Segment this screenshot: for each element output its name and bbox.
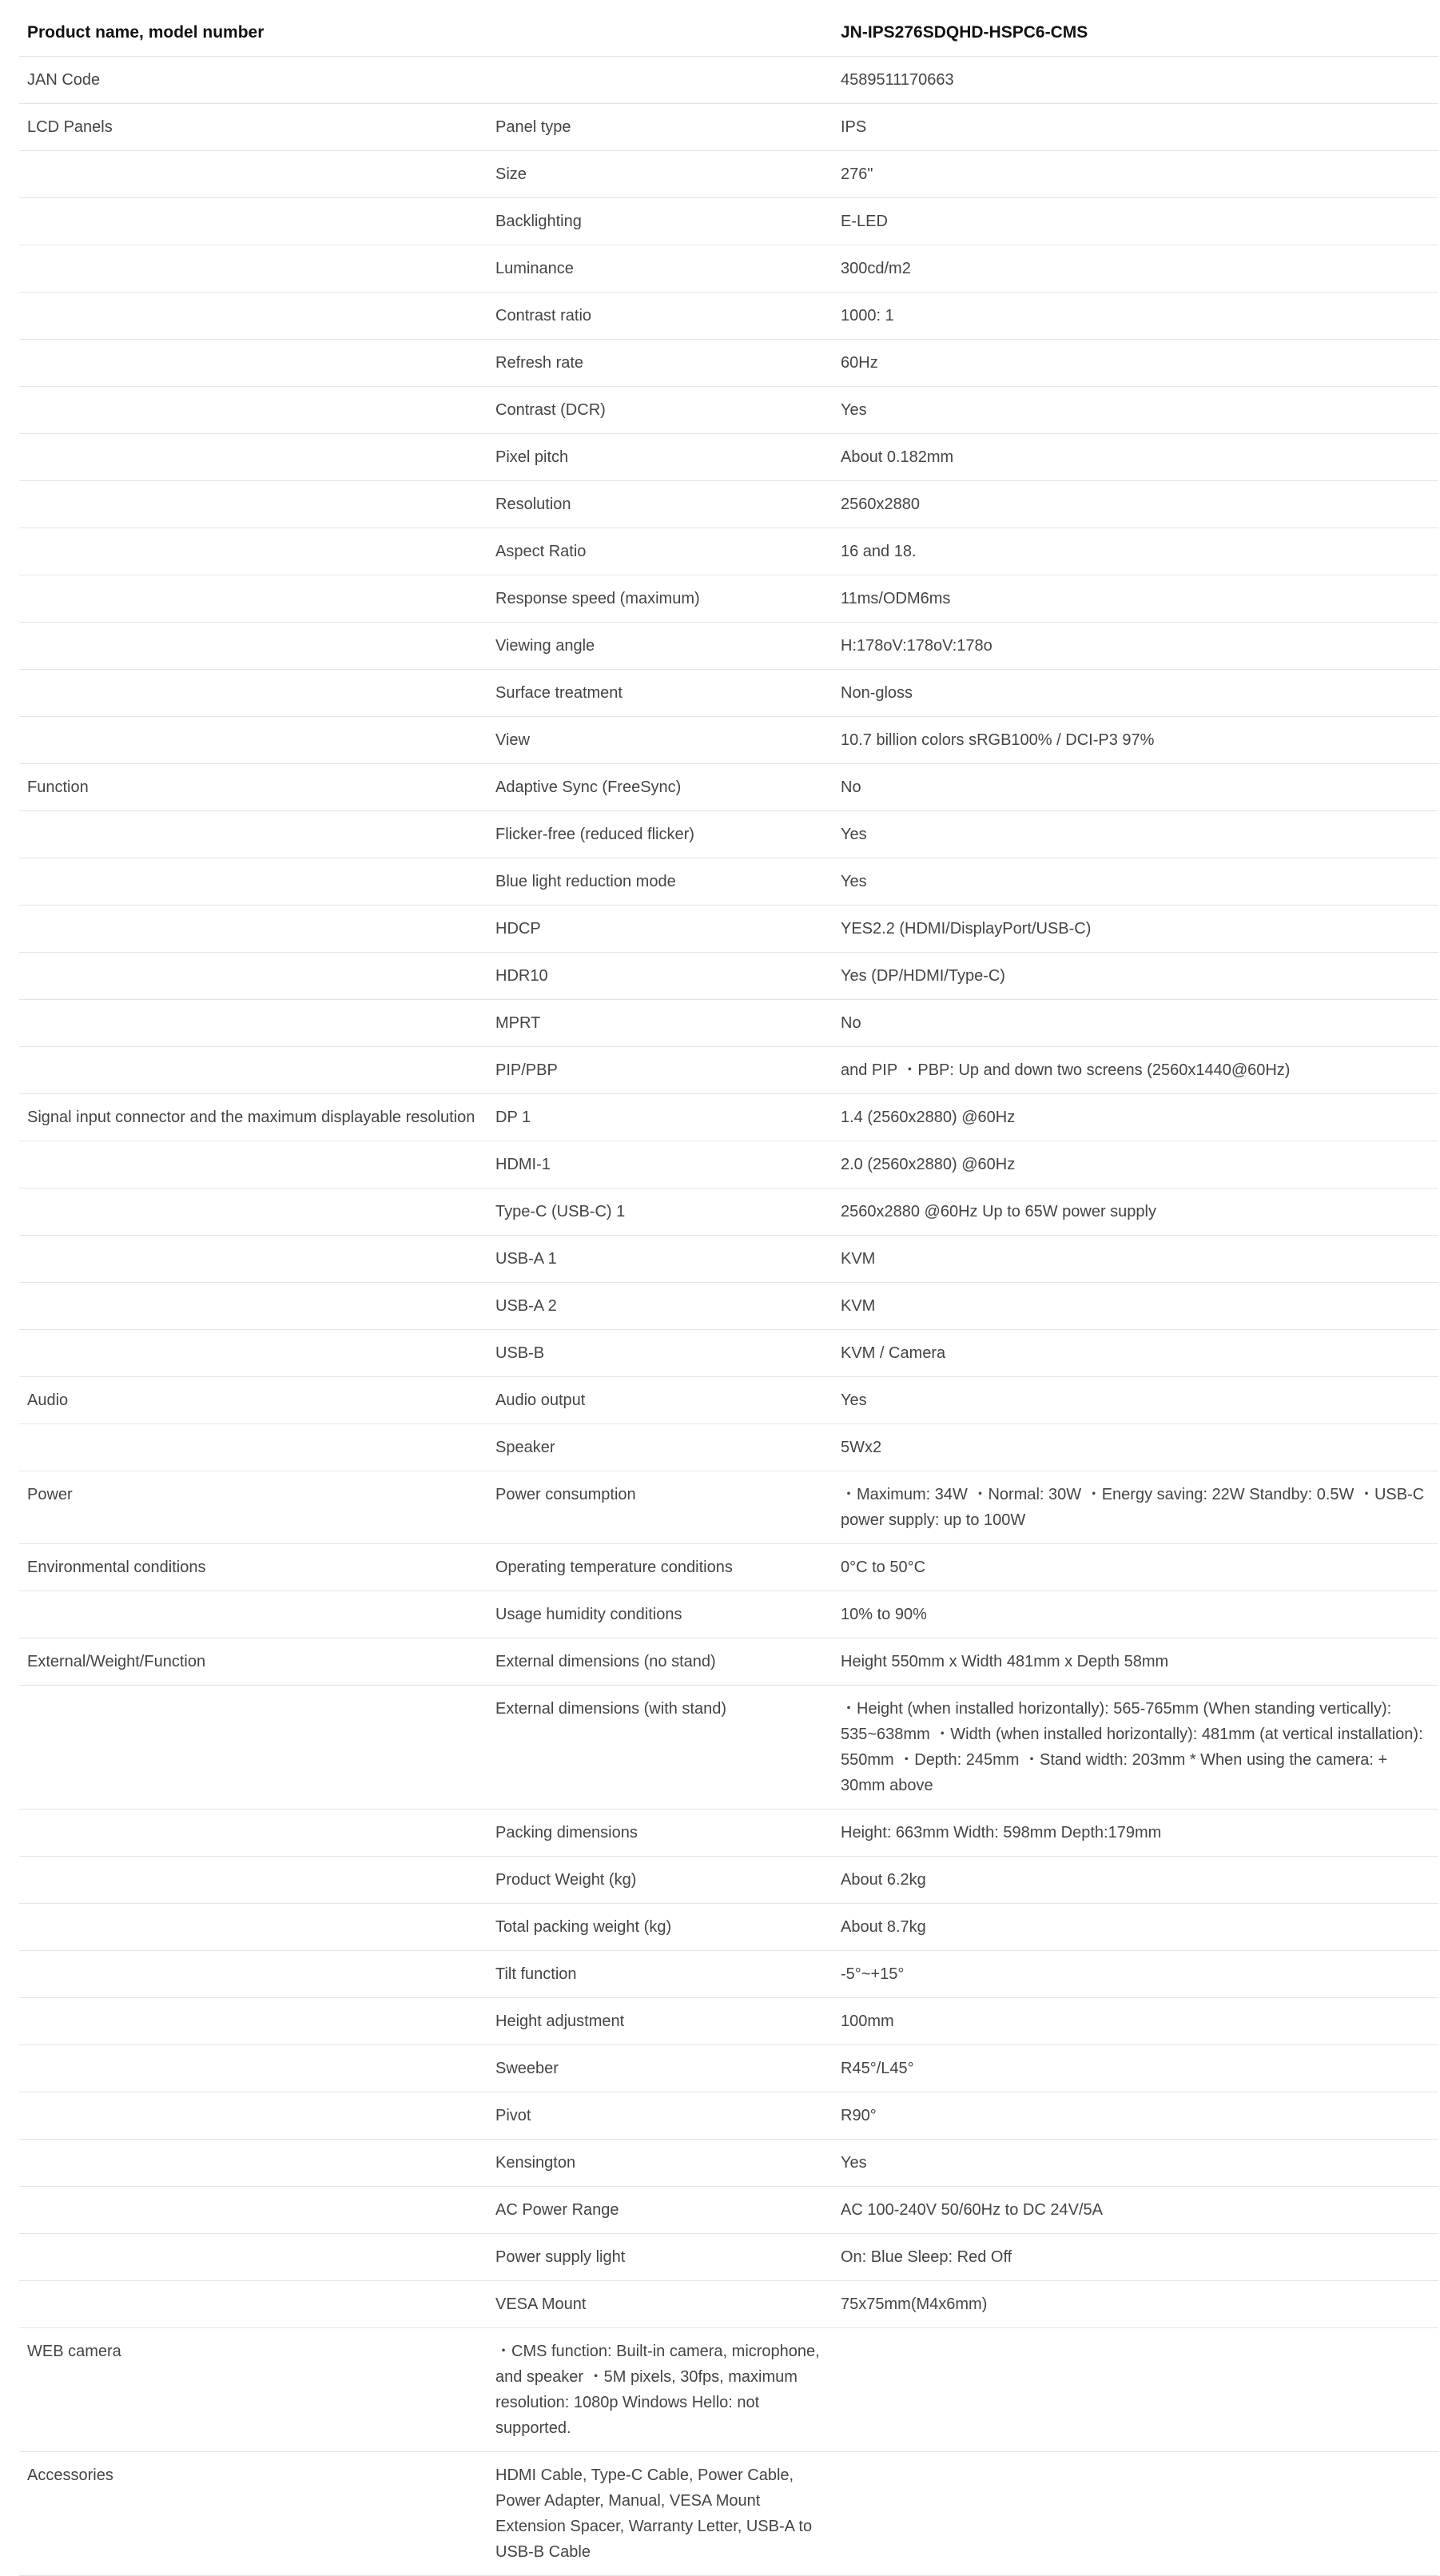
- spec-group-cell: [19, 1951, 487, 1998]
- spec-value-cell: Non-gloss: [833, 670, 1438, 717]
- spec-value-cell: R45°/L45°: [833, 2045, 1438, 2092]
- spec-item-cell: Speaker: [487, 1424, 833, 1471]
- spec-value-cell: Yes: [833, 1377, 1438, 1424]
- spec-item-cell: Height adjustment: [487, 1998, 833, 2045]
- spec-group-cell: [19, 2281, 487, 2328]
- spec-group-cell: [19, 858, 487, 906]
- spec-group-cell: [19, 2092, 487, 2140]
- spec-group-cell: Accessories: [19, 2452, 487, 2576]
- spec-item-cell: Response speed (maximum): [487, 575, 833, 623]
- spec-row: [19, 1904, 1438, 1951]
- spec-value-cell: 60Hz: [833, 340, 1438, 387]
- spec-item-cell: External dimensions (with stand): [487, 1686, 833, 1810]
- spec-row: [19, 717, 1438, 764]
- spec-body: [19, 57, 1438, 2576]
- spec-value-cell: 16 and 18.: [833, 528, 1438, 575]
- spec-value-cell: Yes (DP/HDMI/Type-C): [833, 953, 1438, 1000]
- spec-row: [19, 858, 1438, 906]
- spec-item-cell: DP 1: [487, 1094, 833, 1141]
- spec-row: [19, 1686, 1438, 1810]
- spec-row: [19, 906, 1438, 953]
- spec-value-cell: 2560x2880 @60Hz Up to 65W power supply: [833, 1188, 1438, 1236]
- spec-item-cell: Flicker-free (reduced flicker): [487, 811, 833, 858]
- spec-item-cell: Pixel pitch: [487, 434, 833, 481]
- spec-group-cell: [19, 1424, 487, 1471]
- spec-row: [19, 2187, 1438, 2234]
- spec-row: [19, 1141, 1438, 1188]
- spec-item-cell: Aspect Ratio: [487, 528, 833, 575]
- spec-item-cell: Total packing weight (kg): [487, 1904, 833, 1951]
- spec-item-cell: Panel type: [487, 104, 833, 151]
- spec-group-cell: [19, 2234, 487, 2281]
- spec-row: [19, 104, 1438, 151]
- spec-row: [19, 1377, 1438, 1424]
- spec-row: [19, 1330, 1438, 1377]
- spec-row: [19, 953, 1438, 1000]
- spec-row: [19, 528, 1438, 575]
- spec-row: [19, 387, 1438, 434]
- spec-value-cell: Height: 663mm Width: 598mm Depth:179mm: [833, 1810, 1438, 1857]
- spec-group-cell: [19, 670, 487, 717]
- spec-item-cell: Viewing angle: [487, 623, 833, 670]
- spec-row: [19, 1591, 1438, 1638]
- spec-item-cell: USB-B: [487, 1330, 833, 1377]
- spec-value-cell: Yes: [833, 858, 1438, 906]
- spec-group-cell: [19, 528, 487, 575]
- spec-group-cell: [19, 1810, 487, 1857]
- spec-value-cell: 100mm: [833, 1998, 1438, 2045]
- spec-value-cell: Yes: [833, 811, 1438, 858]
- spec-item-cell: Operating temperature conditions: [487, 1544, 833, 1591]
- spec-value-cell: On: Blue Sleep: Red Off: [833, 2234, 1438, 2281]
- spec-value-cell: Yes: [833, 2140, 1438, 2187]
- spec-row: [19, 2328, 1438, 2452]
- spec-item-cell: Packing dimensions: [487, 1810, 833, 1857]
- spec-row: [19, 151, 1438, 198]
- spec-row: [19, 1544, 1438, 1591]
- spec-group-cell: [19, 1330, 487, 1377]
- header-value: JN-IPS276SDQHD-HSPC6-CMS: [833, 10, 1438, 57]
- spec-item-cell: Audio output: [487, 1377, 833, 1424]
- header-label: Product name, model number: [19, 10, 487, 57]
- spec-group-cell: [19, 198, 487, 245]
- spec-row: [19, 2281, 1438, 2328]
- spec-group-cell: Audio: [19, 1377, 487, 1424]
- spec-item-cell: HDCP: [487, 906, 833, 953]
- spec-group-cell: [19, 1236, 487, 1283]
- spec-item-cell: Resolution: [487, 481, 833, 528]
- spec-group-cell: [19, 1591, 487, 1638]
- spec-group-cell: [19, 434, 487, 481]
- spec-group-cell: External/Weight/Function: [19, 1638, 487, 1686]
- spec-group-cell: [19, 575, 487, 623]
- spec-item-cell: Type-C (USB-C) 1: [487, 1188, 833, 1236]
- spec-value-cell: [833, 2328, 1438, 2452]
- spec-row: [19, 670, 1438, 717]
- spec-row: [19, 623, 1438, 670]
- spec-group-cell: Power: [19, 1471, 487, 1544]
- spec-group-cell: [19, 623, 487, 670]
- spec-row: [19, 764, 1438, 811]
- spec-row: [19, 1283, 1438, 1330]
- spec-item-cell: Power consumption: [487, 1471, 833, 1544]
- spec-group-cell: Signal input connector and the maximum displayable resolution: [19, 1094, 487, 1141]
- spec-row: [19, 2452, 1438, 2576]
- spec-value-cell: ・Height (when installed horizontally): 565-765mm (When standing vertically): 535~638mm ・Width (when installed horizontally): 481mm (at vertical installation): 550mm ・Depth: 245mm ・Stand width: 203mm * When using the camera: + 30mm above: [833, 1686, 1438, 1810]
- spec-item-cell: ・CMS function: Built-in camera, microphone, and speaker ・5M pixels, 30fps, maximum resolution: 1080p Windows Hello: not supported.: [487, 2328, 833, 2452]
- spec-item-cell: Pivot: [487, 2092, 833, 2140]
- spec-value-cell: 276": [833, 151, 1438, 198]
- spec-item-cell: Backlighting: [487, 198, 833, 245]
- spec-item-cell: View: [487, 717, 833, 764]
- spec-item-cell: Power supply light: [487, 2234, 833, 2281]
- spec-value-cell: H:178oV:178oV:178o: [833, 623, 1438, 670]
- spec-item-cell: Product Weight (kg): [487, 1857, 833, 1904]
- spec-value-cell: 1000: 1: [833, 293, 1438, 340]
- spec-item-cell: MPRT: [487, 1000, 833, 1047]
- spec-value-cell: YES2.2 (HDMI/DisplayPort/USB-C): [833, 906, 1438, 953]
- spec-value-cell: About 8.7kg: [833, 1904, 1438, 1951]
- spec-group-cell: [19, 2140, 487, 2187]
- spec-item-cell: USB-A 2: [487, 1283, 833, 1330]
- spec-value-cell: About 0.182mm: [833, 434, 1438, 481]
- spec-value-cell: 1.4 (2560x2880) @60Hz: [833, 1094, 1438, 1141]
- spec-item-cell: Refresh rate: [487, 340, 833, 387]
- spec-row: [19, 1998, 1438, 2045]
- spec-item-cell: PIP/PBP: [487, 1047, 833, 1094]
- spec-value-cell: KVM: [833, 1236, 1438, 1283]
- spec-row: [19, 1094, 1438, 1141]
- spec-row: [19, 575, 1438, 623]
- spec-value-cell: 11ms/ODM6ms: [833, 575, 1438, 623]
- spec-value-cell: Yes: [833, 387, 1438, 434]
- spec-table: [19, 10, 1438, 2576]
- spec-value-cell: 75x75mm(M4x6mm): [833, 2281, 1438, 2328]
- spec-value-cell: No: [833, 764, 1438, 811]
- spec-value-cell: About 6.2kg: [833, 1857, 1438, 1904]
- spec-group-cell: [19, 953, 487, 1000]
- spec-item-cell: HDR10: [487, 953, 833, 1000]
- spec-value-cell: 0°C to 50°C: [833, 1544, 1438, 1591]
- spec-item-cell: HDMI-1: [487, 1141, 833, 1188]
- spec-value-cell: 5Wx2: [833, 1424, 1438, 1471]
- spec-value-cell: 2560x2880: [833, 481, 1438, 528]
- spec-value-cell: 10.7 billion colors sRGB100% / DCI-P3 97%: [833, 717, 1438, 764]
- spec-group-cell: [19, 1141, 487, 1188]
- spec-row: [19, 2092, 1438, 2140]
- spec-value-cell: No: [833, 1000, 1438, 1047]
- spec-item-cell: Size: [487, 151, 833, 198]
- spec-group-cell: Function: [19, 764, 487, 811]
- spec-row: [19, 1810, 1438, 1857]
- spec-group-cell: [19, 906, 487, 953]
- spec-item-cell: Adaptive Sync (FreeSync): [487, 764, 833, 811]
- spec-item-cell: External dimensions (no stand): [487, 1638, 833, 1686]
- spec-row: [19, 340, 1438, 387]
- spec-value-cell: Height 550mm x Width 481mm x Depth 58mm: [833, 1638, 1438, 1686]
- spec-group-cell: [19, 717, 487, 764]
- spec-group-cell: Environmental conditions: [19, 1544, 487, 1591]
- spec-item-cell: Usage humidity conditions: [487, 1591, 833, 1638]
- spec-value-cell: R90°: [833, 2092, 1438, 2140]
- spec-item-cell: Contrast ratio: [487, 293, 833, 340]
- spec-item-cell: Tilt function: [487, 1951, 833, 1998]
- spec-group-cell: LCD Panels: [19, 104, 487, 151]
- spec-group-cell: [19, 1000, 487, 1047]
- spec-row: [19, 1047, 1438, 1094]
- spec-value-cell: KVM: [833, 1283, 1438, 1330]
- spec-row: [19, 1638, 1438, 1686]
- spec-group-cell: [19, 481, 487, 528]
- spec-row: [19, 1236, 1438, 1283]
- spec-group-cell: [19, 1047, 487, 1094]
- spec-value-cell: 2.0 (2560x2880) @60Hz: [833, 1141, 1438, 1188]
- spec-value-cell: 10% to 90%: [833, 1591, 1438, 1638]
- spec-row: [19, 198, 1438, 245]
- spec-header-row: [19, 10, 1438, 57]
- spec-group-cell: [19, 1904, 487, 1951]
- spec-item-cell: VESA Mount: [487, 2281, 833, 2328]
- spec-item-cell: Surface treatment: [487, 670, 833, 717]
- spec-value-cell: E-LED: [833, 198, 1438, 245]
- spec-item-cell: Blue light reduction mode: [487, 858, 833, 906]
- spec-row: [19, 57, 1438, 104]
- spec-value-cell: -5°~+15°: [833, 1951, 1438, 1998]
- spec-row: [19, 481, 1438, 528]
- spec-group-cell: [19, 1998, 487, 2045]
- spec-group-cell: JAN Code: [19, 57, 487, 104]
- spec-group-cell: [19, 293, 487, 340]
- spec-row: [19, 1471, 1438, 1544]
- spec-row: [19, 1951, 1438, 1998]
- spec-group-cell: [19, 387, 487, 434]
- spec-row: [19, 1424, 1438, 1471]
- spec-group-cell: [19, 1283, 487, 1330]
- spec-group-cell: [19, 811, 487, 858]
- spec-value-cell: and PIP ・PBP: Up and down two screens (2560x1440@60Hz): [833, 1047, 1438, 1094]
- spec-row: [19, 1000, 1438, 1047]
- spec-item-cell: Luminance: [487, 245, 833, 293]
- spec-group-cell: [19, 2187, 487, 2234]
- spec-value-cell: AC 100-240V 50/60Hz to DC 24V/5A: [833, 2187, 1438, 2234]
- spec-value-cell: KVM / Camera: [833, 1330, 1438, 1377]
- spec-value-cell: 300cd/m2: [833, 245, 1438, 293]
- spec-value-cell: [833, 2452, 1438, 2576]
- spec-group-cell: [19, 245, 487, 293]
- spec-item-cell: [487, 57, 833, 104]
- spec-group-cell: [19, 340, 487, 387]
- spec-row: [19, 2140, 1438, 2187]
- spec-item-cell: HDMI Cable, Type-C Cable, Power Cable, Power Adapter, Manual, VESA Mount Extension Spacer, Warranty Letter, USB-A to USB-B Cable: [487, 2452, 833, 2576]
- spec-item-cell: Kensington: [487, 2140, 833, 2187]
- spec-value-cell: 4589511170663: [833, 57, 1438, 104]
- spec-item-cell: Contrast (DCR): [487, 387, 833, 434]
- spec-value-cell: IPS: [833, 104, 1438, 151]
- spec-group-cell: [19, 1857, 487, 1904]
- spec-row: [19, 245, 1438, 293]
- spec-row: [19, 293, 1438, 340]
- spec-row: [19, 2234, 1438, 2281]
- spec-group-cell: [19, 1188, 487, 1236]
- spec-group-cell: WEB camera: [19, 2328, 487, 2452]
- spec-item-cell: Sweeber: [487, 2045, 833, 2092]
- header-spacer: [487, 10, 833, 57]
- spec-group-cell: [19, 151, 487, 198]
- spec-group-cell: [19, 2045, 487, 2092]
- spec-item-cell: USB-A 1: [487, 1236, 833, 1283]
- spec-value-cell: ・Maximum: 34W ・Normal: 30W ・Energy saving: 22W Standby: 0.5W ・USB-C power supply: up to 100W: [833, 1471, 1438, 1544]
- spec-item-cell: AC Power Range: [487, 2187, 833, 2234]
- spec-row: [19, 811, 1438, 858]
- spec-group-cell: [19, 1686, 487, 1810]
- spec-row: [19, 434, 1438, 481]
- spec-row: [19, 1188, 1438, 1236]
- spec-row: [19, 1857, 1438, 1904]
- spec-row: [19, 2045, 1438, 2092]
